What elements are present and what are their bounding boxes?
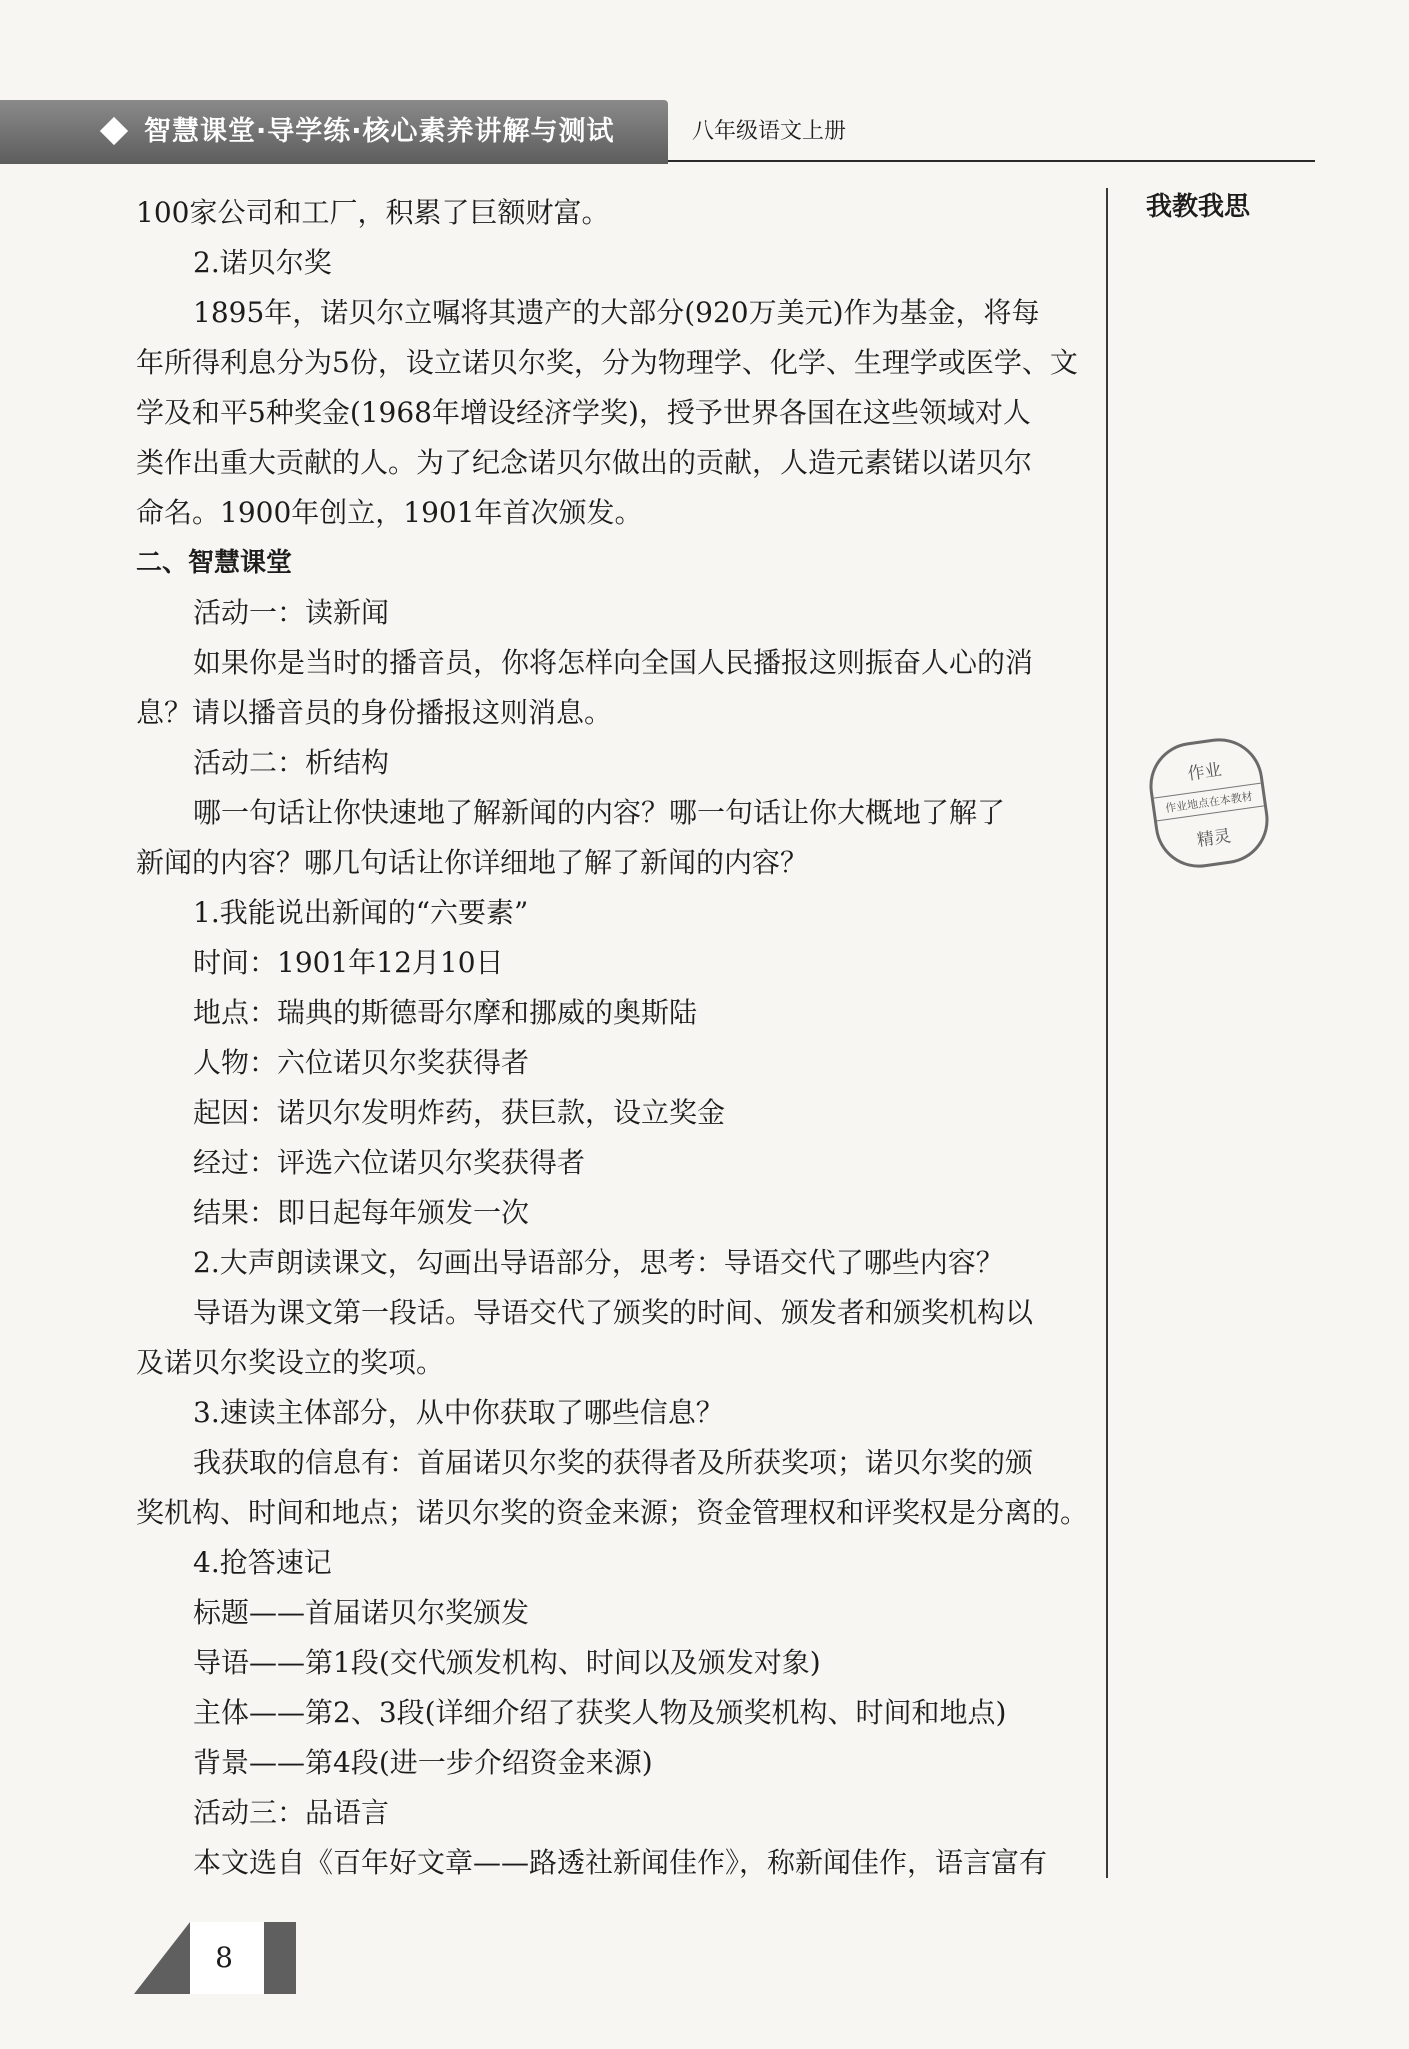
text-line: 标题——首届诺贝尔奖颁发 <box>193 1596 530 1629</box>
text-line: 及诺贝尔奖设立的奖项。 <box>136 1346 445 1379</box>
margin-divider <box>1106 188 1108 1878</box>
main-content <box>136 188 1096 1888</box>
header-divider <box>668 160 1315 162</box>
text-line: 1895年，诺贝尔立嘱将其遗产的大部分(920万美元)作为基金，将每 <box>193 296 1040 329</box>
text-line: 时间：1901年12月10日 <box>193 946 504 979</box>
text-line: 地点：瑞典的斯德哥尔摩和挪威的奥斯陆 <box>193 996 698 1029</box>
text-line: 结果：即日起每年颁发一次 <box>193 1196 530 1229</box>
text-line: 活动二：析结构 <box>193 746 390 779</box>
text-line: 活动一：读新闻 <box>193 596 390 629</box>
text-line: 息？请以播音员的身份播报这则消息。 <box>136 696 613 729</box>
text-line: 我获取的信息有：首届诺贝尔奖的获得者及所获奖项；诺贝尔奖的颁 <box>193 1446 1034 1479</box>
stamp-bottom-text: 精灵 <box>1195 826 1233 851</box>
text-line: 如果你是当时的播音员，你将怎样向全国人民播报这则振奋人心的消 <box>193 646 1034 679</box>
text-line: 主体——第2、3段(详细介绍了获奖人物及颁奖机构、时间和地点) <box>193 1696 1007 1729</box>
text-line: 哪一句话让你快速地了解新闻的内容？哪一句话让你大概地了解了 <box>193 796 1006 829</box>
series-title: 智慧课堂·导学练·核心素养讲解与测试 <box>144 116 615 147</box>
stamp-top-text: 作业 <box>1186 760 1223 785</box>
text-line: 起因：诺贝尔发明炸药，获巨款，设立奖金 <box>193 1096 726 1129</box>
text-line: 背景——第4段(进一步介绍资金来源) <box>193 1746 653 1779</box>
page-number: 8 <box>215 1941 233 1974</box>
text-line: 活动三：品语言 <box>193 1796 390 1829</box>
text-line: 100家公司和工厂，积累了巨额财富。 <box>136 196 610 229</box>
text-line: 导语——第1段(交代颁发机构、时间以及颁发对象) <box>193 1646 821 1679</box>
stamp-middle-text: 作业地点在本教材 <box>1154 783 1264 822</box>
text-line: 2.大声朗读课文，勾画出导语部分，思考：导语交代了哪些内容？ <box>193 1246 1004 1279</box>
text-line: 命名。1900年创立，1901年首次颁发。 <box>136 496 643 529</box>
text-line: 经过：评选六位诺贝尔奖获得者 <box>193 1146 586 1179</box>
homework-stamp <box>1144 733 1274 874</box>
section-heading: 二、智慧课堂 <box>136 548 293 578</box>
text-line: 1.我能说出新闻的“六要素” <box>193 896 529 929</box>
text-line: 年所得利息分为5份，设立诺贝尔奖，分为物理学、化学、生理学或医学、文 <box>136 346 1078 379</box>
text-line: 3.速读主体部分，从中你获取了哪些信息？ <box>193 1396 724 1429</box>
text-line: 本文选自《百年好文章——路透社新闻佳作》，称新闻佳作，语言富有 <box>193 1846 1048 1879</box>
margin-title: 我教我思 <box>1146 192 1251 222</box>
text-line: 人物：六位诺贝尔奖获得者 <box>193 1046 530 1079</box>
text-line: 学及和平5种奖金(1968年增设经济学奖)，授予世界各国在这些领域对人 <box>136 396 1031 429</box>
grade-label: 八年级语文上册 <box>692 119 847 144</box>
text-line: 奖机构、时间和地点；诺贝尔奖的资金来源；资金管理权和评奖权是分离的。 <box>136 1496 1089 1529</box>
text-line: 2.诺贝尔奖 <box>193 246 332 279</box>
footer-decoration <box>134 1922 190 1994</box>
footer-bar <box>264 1922 296 1994</box>
text-line: 导语为课文第一段话。导语交代了颁奖的时间、颁发者和颁奖机构以 <box>193 1296 1034 1329</box>
text-line: 4.抢答速记 <box>193 1546 332 1579</box>
text-line: 新闻的内容？哪几句话让你详细地了解了新闻的内容？ <box>136 846 809 879</box>
text-line: 类作出重大贡献的人。为了纪念诺贝尔做出的贡献，人造元素锘以诺贝尔 <box>136 446 1033 479</box>
